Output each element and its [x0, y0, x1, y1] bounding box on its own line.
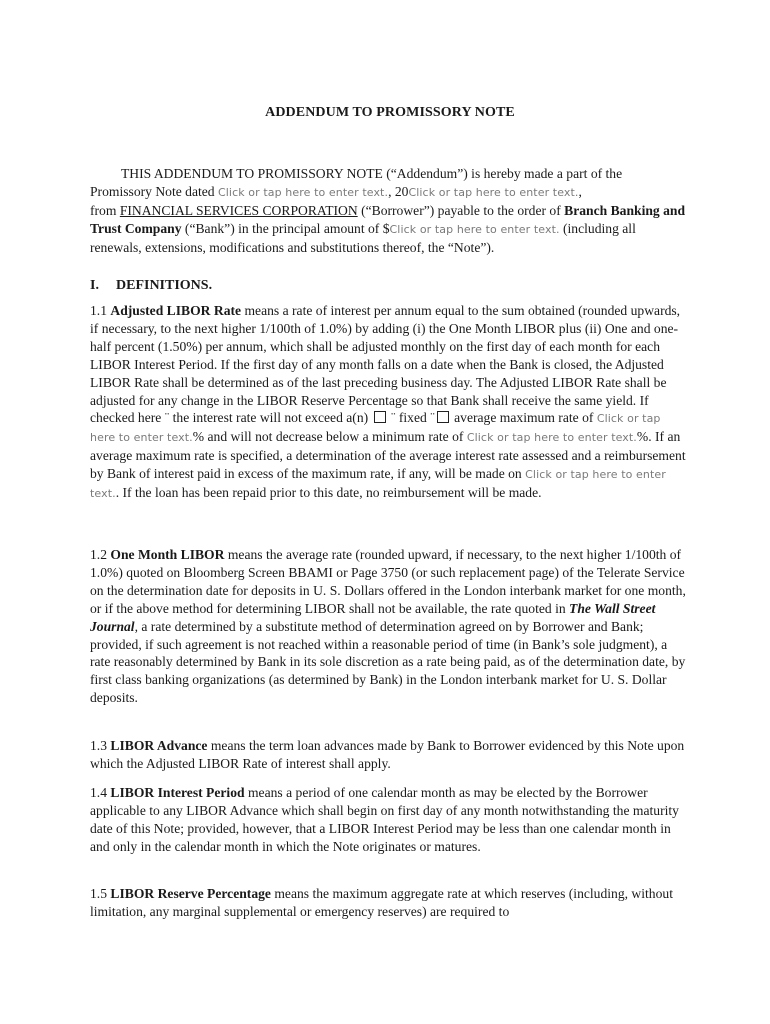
intro-text: , 20 [388, 183, 409, 199]
definition-1-4 [90, 784, 686, 856]
section-heading-definitions [90, 278, 212, 294]
definition-term: Adjusted LIBOR Rate [110, 303, 242, 318]
definition-1-1 [90, 302, 686, 503]
definition-text: means the term loan advances made by Bank to Borrower evidenced by this Note upon which the Adjusted LIBOR Rate of interest shall apply. [90, 738, 685, 771]
principal-amount-placeholder-field[interactable]: Click or tap here to enter text. [389, 222, 560, 236]
average-rate-checkbox[interactable] [437, 411, 449, 423]
reimbursement-date-placeholder-field[interactable]: Click or tap here to enter text. [90, 468, 666, 501]
definition-1-3 [90, 737, 686, 773]
definition-text: average maximum rate of [450, 410, 597, 426]
definition-term: LIBOR Advance [110, 738, 208, 753]
definition-1-2 [90, 546, 686, 707]
intro-text: (“Borrower”) payable to the order of [357, 202, 565, 218]
definition-1-5 [90, 885, 686, 921]
definition-number: 1.4 [90, 785, 111, 800]
definition-text: % and will not decrease below a minimum rate of [192, 429, 467, 445]
definition-text: %. If an average maximum rate is specified, a determination of the average interest rate assessed and a reimbursement by Bank of interest paid in excess of the maximum rate, if any, will be made on [90, 429, 686, 482]
year-placeholder-field[interactable]: Click or tap here to enter text. [408, 185, 579, 199]
definition-number: 1.5 [90, 886, 111, 901]
intro-text: (including all renewals, extensions, modifications and substitutions thereof, the “Note”). [90, 220, 636, 255]
intro-text: (“Bank”) in the principal amount of $ [181, 220, 390, 236]
journal-name: The Wall Street Journal [90, 600, 656, 634]
maximum-rate-placeholder-field[interactable]: Click or tap here to enter text. [90, 412, 661, 445]
intro-paragraph [90, 165, 686, 257]
definition-number: 1.2 [90, 547, 111, 562]
definition-text: means the maximum aggregate rate at which reserves (including, without limitation, any marginal supplemental or emergency reserves) are required to [90, 886, 673, 919]
borrower-name: FINANCIAL SERVICES CORPORATION [119, 202, 358, 218]
bank-name: Branch Banking and Trust Company [90, 202, 686, 236]
intro-text: THIS ADDENDUM TO PROMISSORY NOTE (“Addendum”) is hereby made a part of the Promissory Note dated [90, 166, 623, 199]
definition-number: 1.1 [90, 303, 111, 318]
section-number: I. [90, 278, 99, 293]
definition-text: ¨ fixed ¨ [387, 410, 435, 426]
intro-text: , [578, 183, 582, 199]
definition-text: means a rate of interest per annum equal to the sum obtained (rounded upwards, if necessary, to the next higher 1/100th of 1.0%) by adding (i) the One Month LIBOR plus (ii) One and one-half percent (1.50%) per annum, which shall be adjusted monthly on the first day of each month for each LIBOR Interest Period. If the first day of any month falls on a date when the Bank is closed, the Adjusted LIBOR Rate shall be determined as of the last preceding business day. The Adjusted LIBOR Rate shall be adjusted for any change in the LIBOR Reserve Percentage so that Bank shall receive the same yield. If checked here ¨ the interest rate will not exceed a(n) [90, 303, 681, 426]
date-placeholder-field[interactable]: Click or tap here to enter text. [218, 185, 389, 199]
minimum-rate-placeholder-field[interactable]: Click or tap here to enter text. [466, 431, 637, 445]
document-title: ADDENDUM TO PROMISSORY NOTE [265, 105, 515, 120]
fixed-rate-checkbox[interactable] [374, 411, 386, 423]
definition-term: LIBOR Reserve Percentage [110, 886, 271, 901]
definition-term: LIBOR Interest Period [110, 785, 245, 800]
definition-term: One Month LIBOR [110, 547, 225, 562]
definition-text: . If the loan has been repaid prior to this date, no reimbursement will be made. [115, 485, 542, 501]
intro-text: from [90, 202, 120, 218]
definition-number: 1.3 [90, 738, 111, 753]
definition-text: , a rate determined by a substitute method of determination agreed on by Borrower and Bank; provided, if such agreement is not reached within a reasonable period of time (in Bank’s sole judgment), a rate reasonably determined by Bank in its sole discretion as a rate being paid, as of the determination date, by first class banking organizations (as determined by Bank) in the London interbank market for U. S. Dollar deposits. [90, 618, 686, 706]
definition-text: means a period of one calendar month as may be elected by the Borrower applicable to any LIBOR Advance which shall begin on first day of any month notwithstanding the maturity date of this Note; provided, however, that a LIBOR Interest Period may be less than one calendar month in and only in the calendar month in which the Note originates or matures. [90, 785, 679, 854]
section-label: DEFINITIONS. [116, 278, 213, 293]
definition-text: means the average rate (rounded upward, if necessary, to the next higher 1/100th of 1.0%) quoted on Bloomberg Screen BBAMI or Page 3750 (or such replacement page) of the Telerate Service on the determination date for deposits in U. S. Dollars offered in the London interbank market for one month, or if the above method for determining LIBOR shall not be available, the rate quoted in [90, 547, 686, 616]
